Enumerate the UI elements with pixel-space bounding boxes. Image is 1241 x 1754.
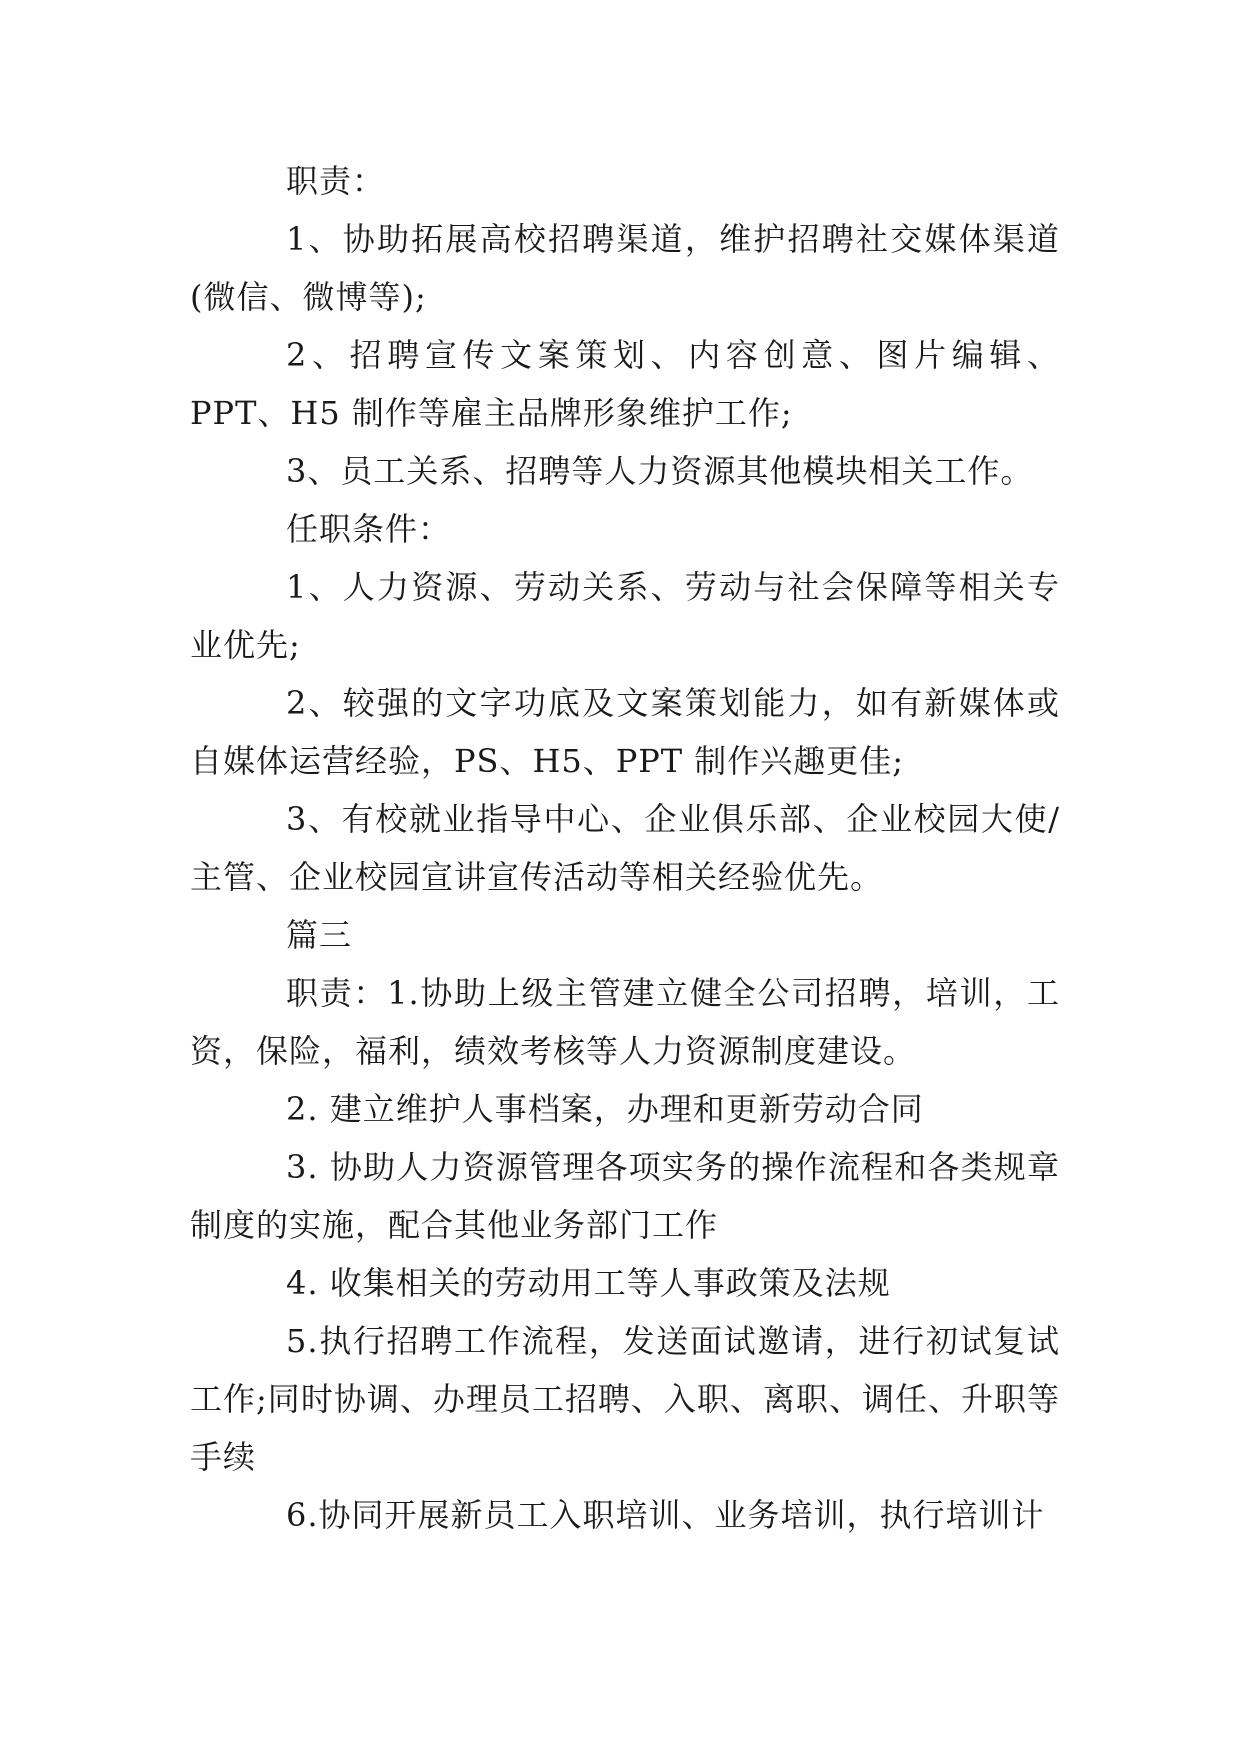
paragraph-duty-2: 2、招聘宣传文案策划、内容创意、图片编辑、PPT、H5 制作等雇主品牌形象维护工作; <box>190 336 1060 432</box>
paragraph-duties-heading: 职责： <box>286 162 386 200</box>
paragraph-requirements-heading: 任职条件： <box>286 510 452 548</box>
paragraph-section-duty-3: 3. 协助人力资源管理各项实务的操作流程和各类规章制度的实施，配合其他业务部门工作 <box>190 1148 1060 1244</box>
paragraph-section-duty-4: 4. 收集相关的劳动用工等人事政策及法规 <box>286 1264 891 1302</box>
paragraph-duty-3: 3、员工关系、招聘等人力资源其他模块相关工作。 <box>286 452 1034 490</box>
paragraph-section-duty-2: 2. 建立维护人事档案，办理和更新劳动合同 <box>286 1090 924 1128</box>
paragraph-section-duty-5: 5.执行招聘工作流程，发送面试邀请，进行初试复试工作;同时协调、办理员工招聘、入职、离职、调任、升职等手续 <box>190 1322 1060 1476</box>
paragraph-requirement-3: 3、有校就业指导中心、企业俱乐部、企业校园大使/主管、企业校园宣讲宣传活动等相关经验优先。 <box>190 800 1060 896</box>
paragraph-section-duty-6: 6.协同开展新员工入职培训、业务培训，执行培训计 <box>286 1496 1045 1534</box>
paragraph-section-heading: 篇三 <box>286 916 353 954</box>
paragraph-section-duty-1: 职责：1.协助上级主管建立健全公司招聘，培训，工资，保险，福利，绩效考核等人力资源制度建设。 <box>190 974 1060 1070</box>
paragraph-requirement-2: 2、较强的文字功底及文案策划能力，如有新媒体或自媒体运营经验，PS、H5、PPT 制作兴趣更佳; <box>190 684 1060 780</box>
paragraph-requirement-1: 1、人力资源、劳动关系、劳动与社会保障等相关专业优先; <box>190 568 1060 664</box>
paragraph-duty-1: 1、协助拓展高校招聘渠道，维护招聘社交媒体渠道(微信、微博等); <box>190 220 1060 316</box>
document-body <box>190 152 1060 1544</box>
